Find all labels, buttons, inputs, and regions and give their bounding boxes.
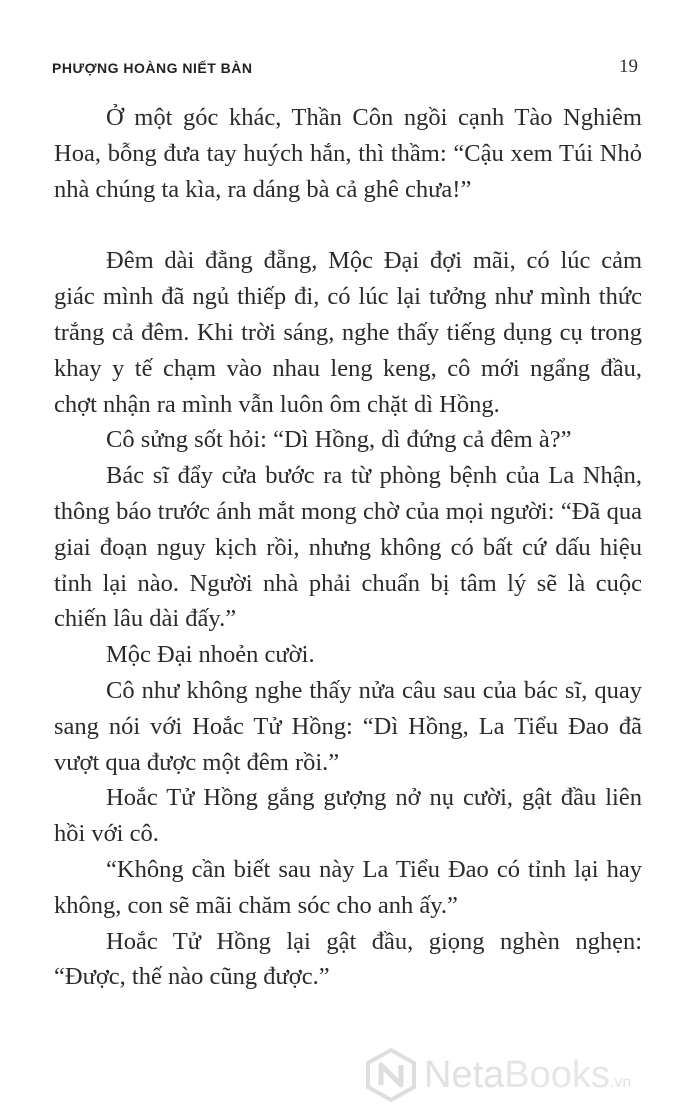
- watermark-text: [424, 1054, 631, 1097]
- page-number: 19: [619, 56, 638, 77]
- watermark-brand-part2: Books: [504, 1054, 610, 1096]
- paragraph: Đêm dài đằng đẵng, Mộc Đại đợi mãi, có lúc cảm giác mình đã ngủ thiếp đi, có lúc lại tưởng như mình thức trắng cả đêm. Khi trời sáng, nghe thấy tiếng dụng cụ trong khay y tế chạm vào nhau leng keng, cô mới ngẩng đầu, chợt nhận ra mình vẫn luôn ôm chặt dì Hồng.: [54, 247, 642, 418]
- paragraph: “Không cần biết sau này La Tiểu Đao có tỉnh lại hay không, con sẽ mãi chăm sóc cho anh ấy.”: [54, 855, 642, 919]
- paragraph: Mộc Đại nhoẻn cười.: [106, 641, 315, 669]
- paragraph: Hoắc Tử Hồng lại gật đầu, giọng nghèn nghẹn: “Được, thế nào cũng được.”: [54, 927, 642, 991]
- body-text: [54, 100, 642, 995]
- paragraph: Hoắc Tử Hồng gắng gượng nở nụ cười, gật đầu liên hồi với cô.: [54, 784, 642, 848]
- netabooks-logo-icon: [364, 1048, 418, 1102]
- running-title: PHƯỢNG HOÀNG NIẾT BÀN: [52, 60, 253, 76]
- watermark: [364, 1044, 694, 1104]
- paragraph: Ở một góc khác, Thần Côn ngồi cạnh Tào Nghiêm Hoa, bỗng đưa tay huých hắn, thì thầm: “Cậu xem Túi Nhỏ nhà chúng ta kìa, ra dáng bà cả ghê chưa!”: [54, 104, 642, 203]
- paragraph: Bác sĩ đẩy cửa bước ra từ phòng bệnh của La Nhận, thông báo trước ánh mắt mong chờ của mọi người: “Đã qua giai đoạn nguy kịch rồi, nhưng không có bất cứ dấu hiệu tỉnh lại nào. Người nhà phải chuẩn bị tâm lý sẽ là cuộc chiến lâu dài đấy.”: [54, 462, 642, 633]
- paragraph: Cô sửng sốt hỏi: “Dì Hồng, dì đứng cả đêm à?”: [106, 426, 572, 454]
- watermark-brand-part1: Neta: [424, 1054, 505, 1096]
- page-header: [52, 54, 638, 84]
- paragraph: Cô như không nghe thấy nửa câu sau của bác sĩ, quay sang nói với Hoắc Tử Hồng: “Dì Hồng, La Tiểu Đao đã vượt qua được một đêm rồi.”: [54, 676, 642, 776]
- watermark-suffix: .vn: [609, 1074, 632, 1091]
